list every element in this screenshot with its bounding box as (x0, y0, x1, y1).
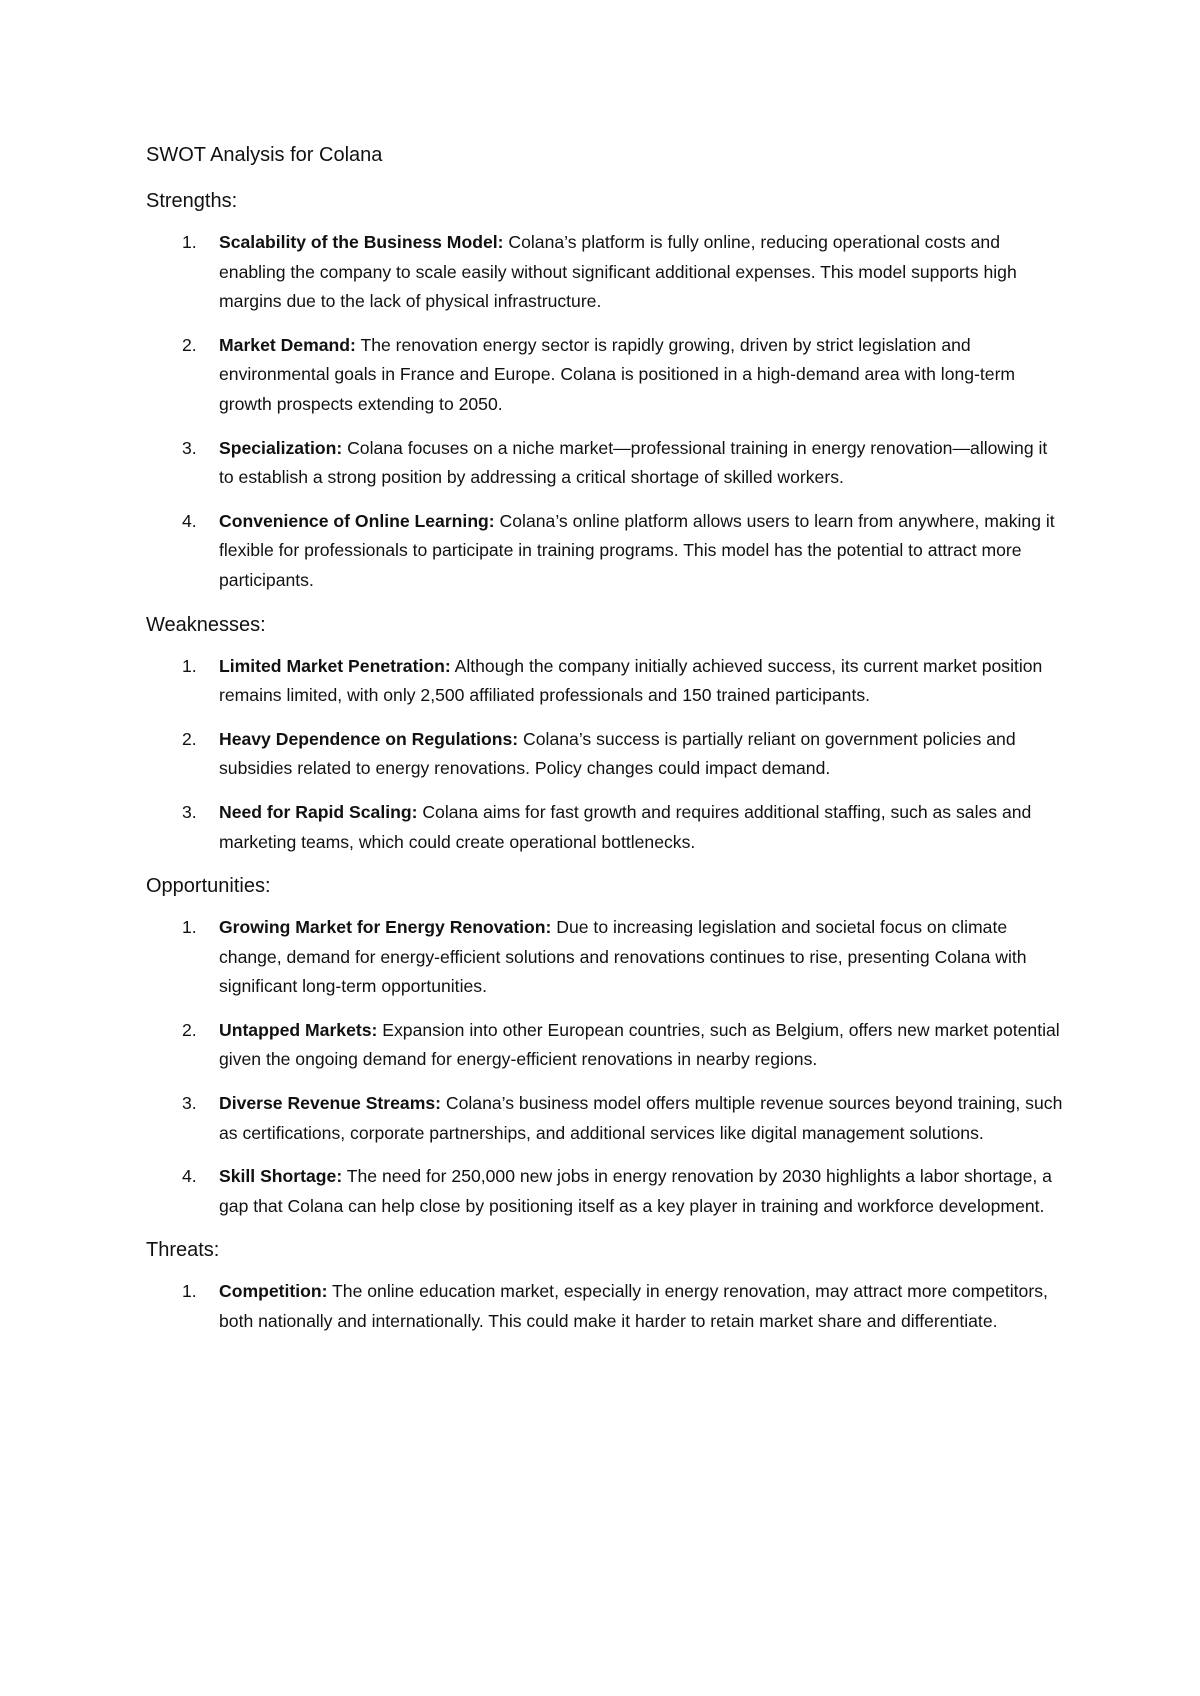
item-text: Colana’s platform is fully online, reducing operational costs and enabling the company to scale easily without significant additional expenses. This model supports high margins due to the lack of physical infrastructure. (219, 232, 1017, 312)
strengths-list (146, 228, 1066, 596)
list-item (146, 725, 1066, 784)
item-term: Competition: (219, 1281, 328, 1302)
item-text: Due to increasing legislation and societal focus on climate change, demand for energy-efficient solutions and renovations continues to rise, presenting Colana with significant long-term opportunities. (219, 917, 1027, 997)
list-item (146, 1162, 1066, 1221)
list-item (146, 228, 1066, 317)
section-heading-opportunities: Opportunities: (146, 875, 271, 898)
item-term: Convenience of Online Learning: (219, 510, 495, 531)
list-item (146, 652, 1066, 711)
section-opportunities (146, 871, 1066, 1221)
item-term: Untapped Markets: (219, 1019, 378, 1040)
item-text: The online education market, especially in energy renovation, may attract more competitors, both nationally and internationally. This could make it harder to retain market share and differentiate. (219, 1281, 1048, 1332)
item-term: Skill Shortage: (219, 1166, 343, 1187)
list-item (146, 798, 1066, 857)
item-number: 1. (182, 1281, 197, 1302)
item-text: Expansion into other European countries, such as Belgium, offers new market potential given the ongoing demand for energy-efficient renovations in nearby regions. (219, 1019, 1060, 1070)
item-term: Scalability of the Business Model: (219, 232, 504, 252)
item-number: 4. (182, 1166, 197, 1187)
item-number: 3. (182, 1093, 197, 1114)
item-number: 2. (182, 1019, 197, 1040)
item-text: Although the company initially achieved success, its current market position remains limited, with only 2,500 affiliated professionals and 150 trained participants. (219, 655, 1043, 706)
item-term: Heavy Dependence on Regulations: (219, 728, 519, 749)
item-text: Colana aims for fast growth and requires additional staffing, such as sales and marketing teams, which could create operational bottlenecks. (219, 801, 1032, 852)
item-text: The renovation energy sector is rapidly growing, driven by strict legislation and environmental goals in France and Europe. Colana is positioned in a high-demand area with long-term growth prospects extending to 2050. (219, 334, 1016, 414)
item-number: 3. (182, 801, 197, 822)
item-text: The need for 250,000 new jobs in energy renovation by 2030 highlights a labor shortage, a gap that Colana can help close by positioning itself as a key player in training and workforce development. (219, 1166, 1052, 1216)
item-text: Colana’s online platform allows users to learn from anywhere, making it flexible for professionals to participate in training programs. This model has the potential to attract more participants. (219, 510, 1055, 590)
section-threats (146, 1235, 1066, 1336)
section-heading-strengths: Strengths: (146, 190, 238, 212)
list-item (146, 507, 1066, 596)
item-number: 2. (182, 334, 197, 355)
item-number: 1. (182, 917, 197, 938)
item-term: Limited Market Penetration: (219, 655, 451, 676)
item-text: Colana’s success is partially reliant on government policies and subsidies related to energy renovations. Policy changes could impact demand. (219, 728, 1016, 779)
list-item (146, 1016, 1066, 1075)
item-term: Need for Rapid Scaling: (219, 801, 418, 822)
page-title: SWOT Analysis for Colana (146, 144, 383, 166)
section-weaknesses (146, 610, 1066, 858)
item-number: 3. (182, 437, 197, 458)
section-heading-threats: Threats: (146, 1239, 220, 1262)
list-item (146, 331, 1066, 420)
document-page (146, 140, 1066, 1351)
list-item (146, 1089, 1066, 1148)
item-term: Growing Market for Energy Renovation: (219, 917, 552, 938)
item-number: 2. (182, 728, 197, 749)
section-strengths (146, 186, 1066, 596)
list-item (146, 434, 1066, 493)
item-number: 1. (182, 232, 197, 252)
item-number: 1. (182, 655, 197, 676)
list-item (146, 1277, 1066, 1336)
item-text: Colana focuses on a niche market—professional training in energy renovation—allowing it to establish a strong position by addressing a critical shortage of skilled workers. (219, 437, 1048, 488)
section-heading-weaknesses: Weaknesses: (146, 613, 266, 636)
item-number: 4. (182, 510, 197, 531)
item-term: Specialization: (219, 437, 343, 458)
item-text: Colana’s business model offers multiple revenue sources beyond training, such as certifications, corporate partnerships, and additional services like digital management solutions. (219, 1093, 1063, 1143)
item-term: Market Demand: (219, 334, 356, 355)
opportunities-list (146, 913, 1066, 1221)
weaknesses-list (146, 652, 1066, 858)
threats-list (146, 1277, 1066, 1336)
list-item (146, 913, 1066, 1002)
item-term: Diverse Revenue Streams: (219, 1093, 441, 1114)
